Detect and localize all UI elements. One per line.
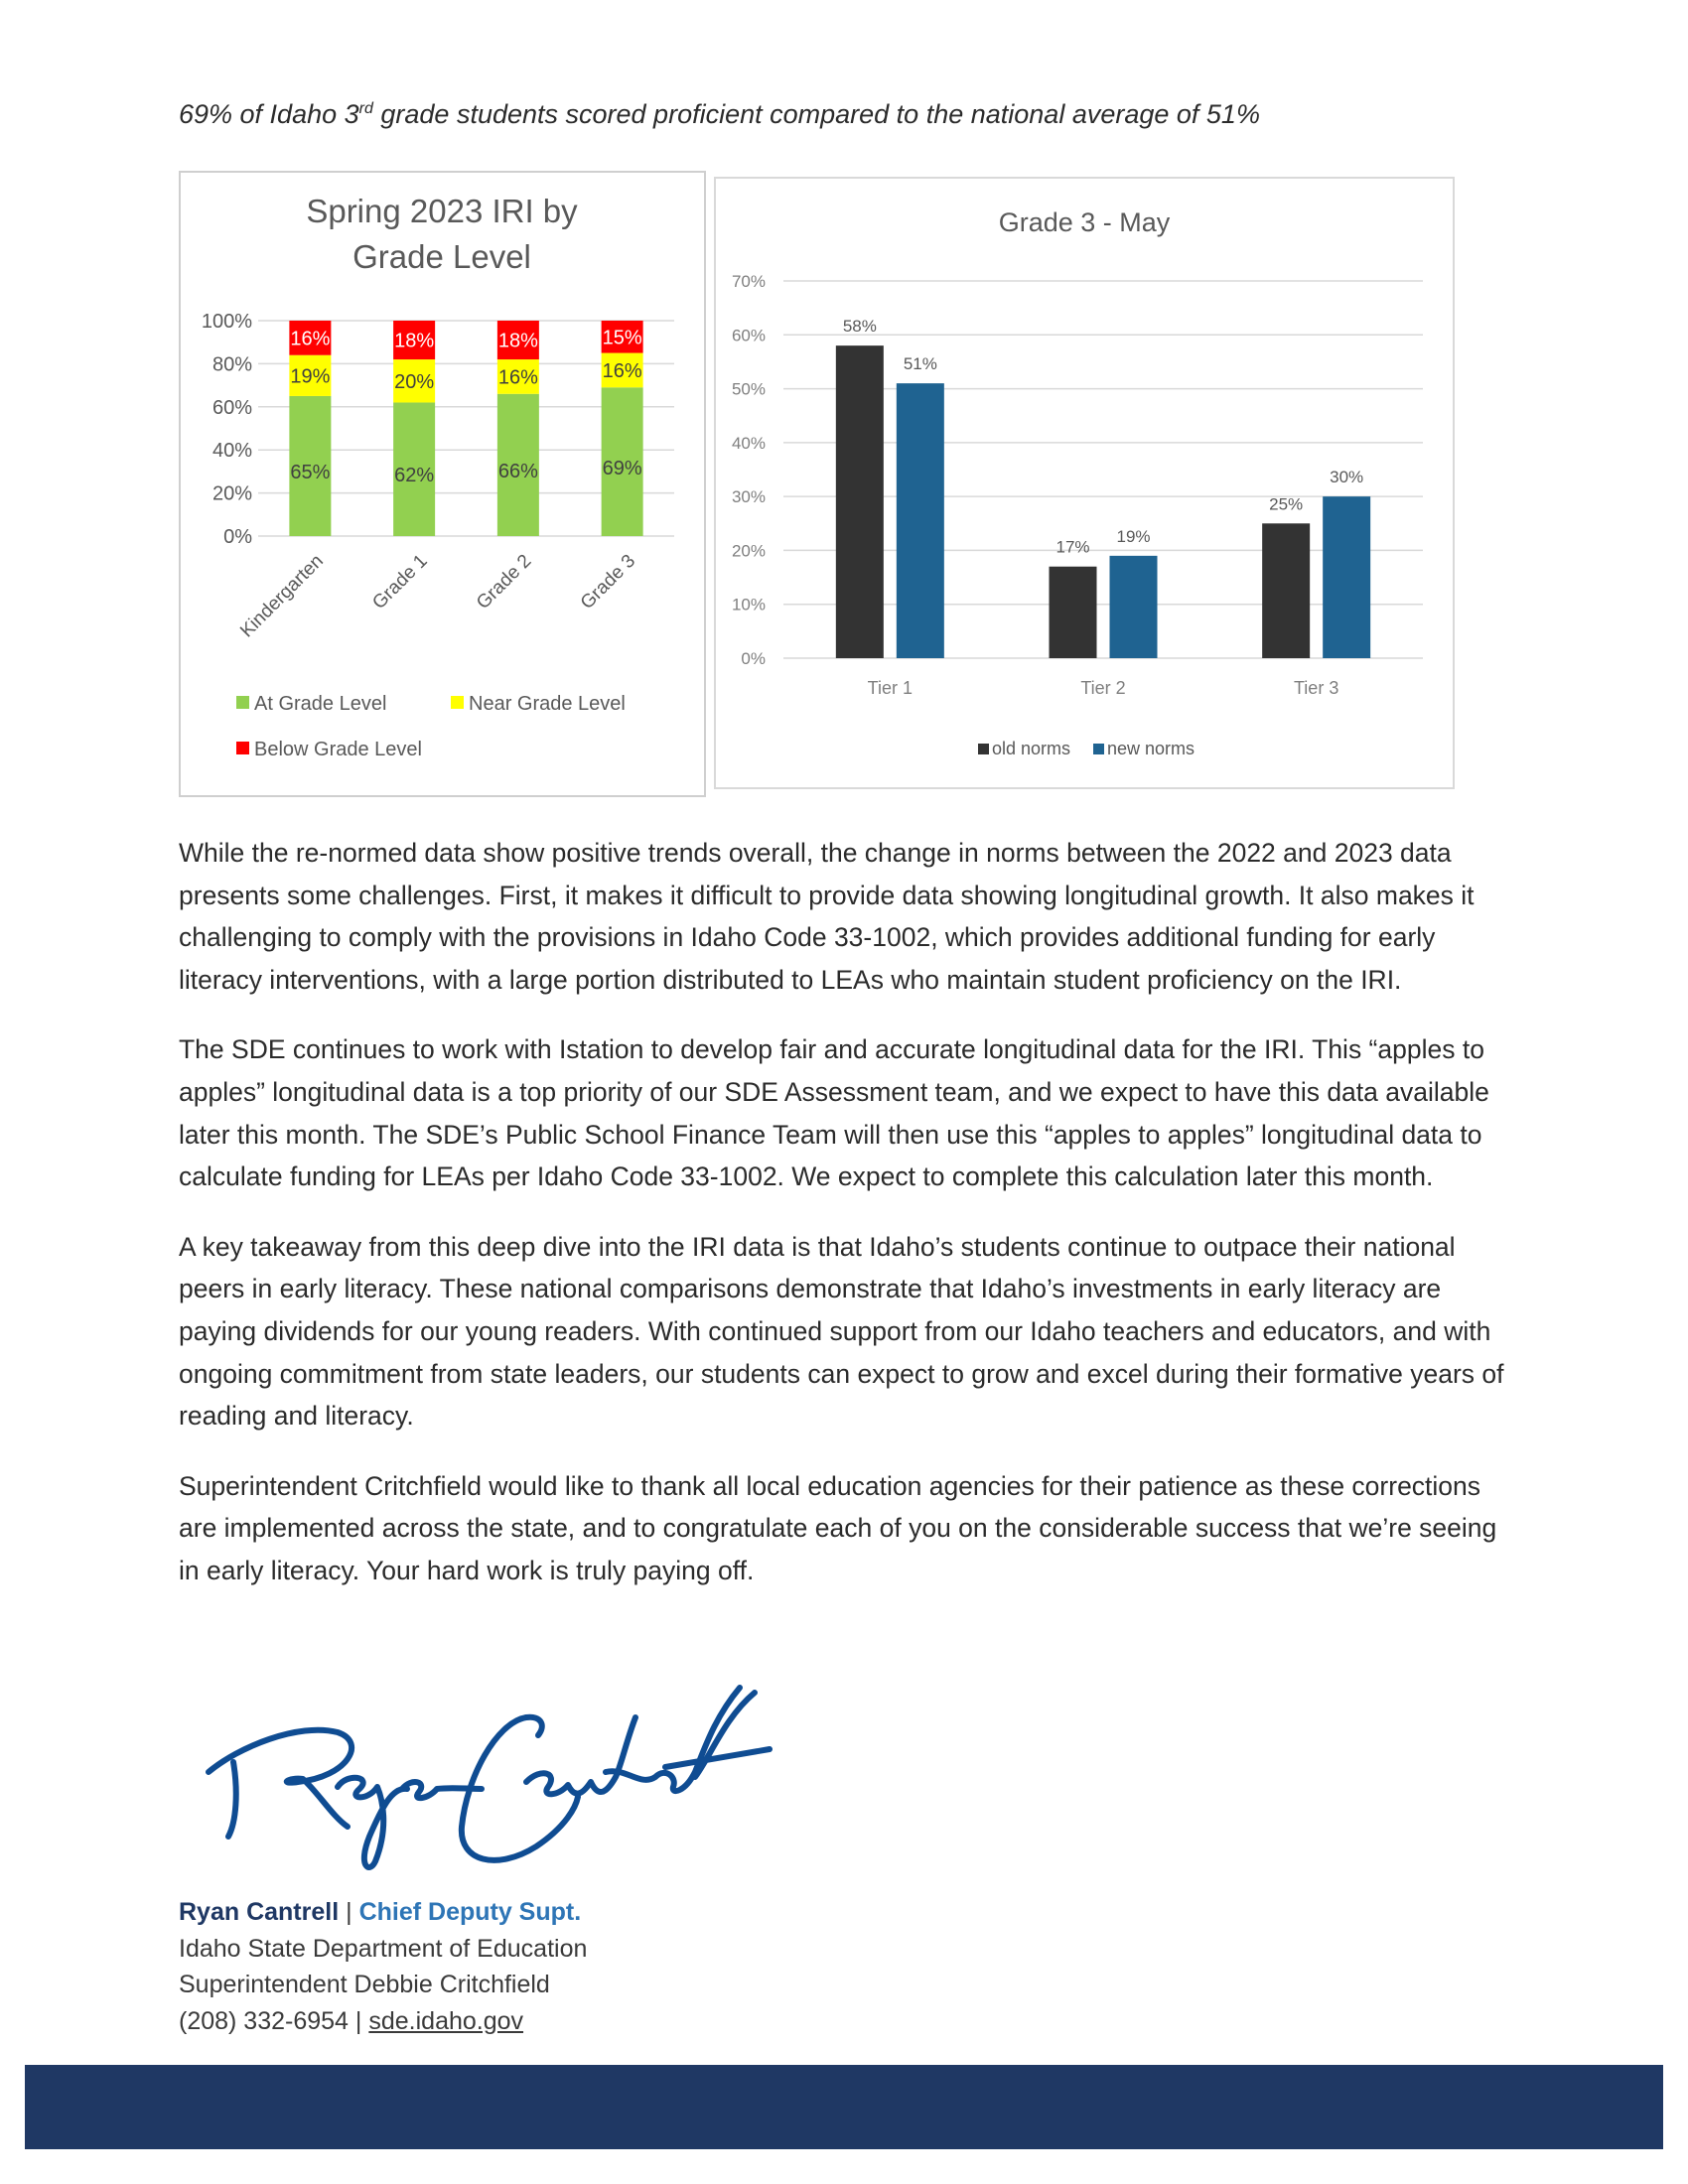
y-tick-label: 0% [223,526,252,548]
intro-superscript: rd [358,100,373,117]
intro-statement [179,99,1569,130]
data-label: 66% [497,461,538,483]
data-label: 17% [1055,537,1090,557]
paragraph: Superintendent Critchfield would like to thank all local education agencies for their patience as these corrections are implemented across the state, and to congratulate each of you on the considerable success that we’re seeing in early literacy. Your hard work is truly paying off. [179,1470,1497,1585]
x-tick-label: Grade 1 [368,550,432,614]
y-tick-label: 10% [731,595,766,614]
signer-name: Ryan Cantrell [179,1898,340,1926]
chart-title: Spring 2023 IRI by [306,193,578,229]
legend-swatch [451,696,464,709]
y-tick-label: 60% [731,326,766,345]
data-label: 62% [394,465,435,487]
signature-block [179,1894,587,2039]
data-label: 16% [497,366,538,389]
data-label: 15% [602,327,642,349]
contact-line [179,2003,587,2040]
legend-label: old norms [992,739,1071,758]
intro-text-start: 69% of Idaho 3 [179,99,359,129]
legend-label: Near Grade Level [469,693,626,715]
data-label: 16% [290,328,331,350]
x-tick-label: Kindergarten [236,550,328,642]
legend-swatch [236,742,249,754]
legend-swatch [1093,744,1104,754]
paragraph: A key takeaway from this deep dive into the IRI data is that Idaho’s students continue to outpace their national peers in early literacy. These national comparisons demonstrate that Idaho’s investments in early literacy are paying dividends for our young readers. With continued support from our Idaho teachers and educators, and with ongoing commitment from state leaders, our students can expect to grow and excel during their formative years of reading and literacy. [179,1231,1504,1432]
y-tick-label: 50% [731,379,766,399]
chart-title: Grade Level [352,238,531,275]
paragraph: The SDE continues to work with Istation to develop fair and accurate longitudinal data for the IRI. This “apples to apples” longitudinal data is a top priority of our SDE Assessment team, and we expect to have this data available later this month. The SDE’s Public School Finance Team will then use this “apples to apples” longitudinal data to calculate funding for LEAs per Idaho Code 33-1002. We expect to complete this calculation later this month. [179,1034,1489,1192]
grouped-bar-chart-box [714,177,1455,789]
bar [897,383,944,658]
grouped-bar-chart [716,179,1453,787]
intro-text-end: grade students scored proficient compared to the national average of 51% [372,99,1260,129]
data-label: 18% [394,330,435,352]
data-label: 30% [1330,468,1364,487]
legend-label: At Grade Level [254,693,387,715]
paragraph: While the re-normed data show positive trends overall, the change in norms between the 2022 and 2023 data presents some challenges. First, it makes it difficult to provide data showing longitudinal growth. It also makes it challenging to comply with the provisions in Idaho Code 33-1002, which provides additional funding for early literacy interventions, with a large portion distributed to LEAs who maintain student proficiency on the IRI. [179,838,1475,995]
x-tick-label: Grade 3 [576,550,640,614]
legend-swatch [978,744,989,754]
y-tick-label: 20% [731,541,766,561]
legend-label: new norms [1107,739,1196,758]
stacked-bar-chart-box [179,171,706,797]
data-label: 51% [903,354,937,374]
x-tick-label: Tier 3 [1293,678,1339,698]
legend-label: Below Grade Level [254,739,422,760]
bar [1323,496,1370,658]
signer-title: Chief Deputy Supt. [358,1898,582,1926]
data-label: 19% [290,365,331,388]
y-tick-label: 40% [211,440,252,463]
data-label: 69% [602,458,642,480]
x-tick-label: Grade 2 [473,550,536,614]
y-tick-label: 0% [741,649,766,668]
y-tick-label: 70% [731,272,766,291]
handwritten-signature [199,1678,794,1886]
y-tick-label: 60% [211,396,252,419]
data-label: 20% [394,370,435,393]
y-tick-label: 40% [731,433,766,453]
legend-swatch [236,696,249,709]
separator: | [348,2006,369,2035]
bar [1050,567,1097,658]
footer-bar [25,2065,1663,2149]
data-label: 58% [842,317,877,337]
bar [1262,523,1310,658]
stacked-bar-chart [181,173,704,795]
y-tick-label: 20% [211,482,252,505]
data-label: 65% [290,462,331,484]
bar [1110,556,1158,658]
bar [836,345,884,658]
superintendent-line: Superintendent Debbie Critchfield [179,1971,550,1998]
separator: | [339,1898,359,1926]
x-tick-label: Tier 2 [1080,678,1126,698]
x-tick-label: Tier 1 [867,678,914,698]
y-tick-label: 80% [211,353,252,376]
data-label: 19% [1116,526,1151,546]
data-label: 16% [602,359,642,382]
phone-number: (208) 332-6954 [179,2006,349,2035]
data-label: 18% [497,330,538,352]
data-label: 25% [1269,494,1304,514]
y-tick-label: 100% [201,311,252,333]
organization: Idaho State Department of Education [179,1934,588,1963]
chart-title: Grade 3 - May [998,207,1171,237]
website-link[interactable]: sde.idaho.gov [368,2006,524,2035]
signature-name-line [179,1894,587,1931]
body-text [179,832,1514,1620]
y-tick-label: 30% [731,487,766,507]
